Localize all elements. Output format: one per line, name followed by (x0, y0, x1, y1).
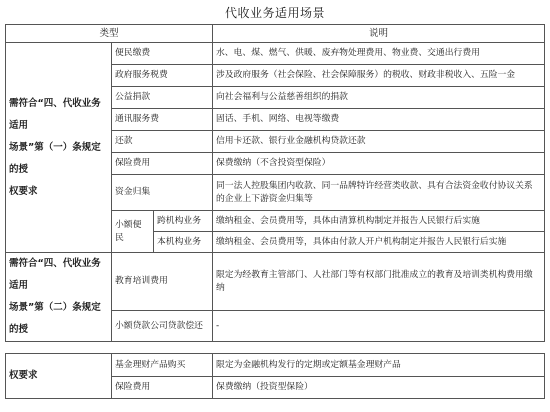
requirement-line: 权要求 (9, 185, 38, 197)
desc-cell: 缴纳租金、会员费用等，具体由清算机构制定并报告人民银行后实施 (213, 211, 545, 232)
subtype-cell: 本机构业务 (154, 232, 213, 253)
header-desc: 说明 (213, 25, 545, 43)
header-type: 类型 (6, 25, 213, 43)
type-cell: 政府服务税费 (112, 65, 213, 87)
desc-cell: 限定为经教育主管部门、人社部门等有权部门批准成立的教育及培训类机构费用缴纳 (213, 253, 545, 311)
type-cell: 保险费用 (112, 377, 213, 399)
requirement-cell-1 (6, 43, 112, 253)
desc-cell: 向社会福利与公益慈善组织的捐款 (213, 87, 545, 109)
table-row (6, 43, 545, 65)
requirement-cell-2 (6, 253, 112, 342)
desc-cell: 保费缴纳（不含投资型保险） (213, 153, 545, 175)
requirement-line: 场景”第（一）条规定的授 (9, 141, 101, 175)
desc-cell: - (213, 311, 545, 342)
desc-cell: 限定为金融机构发行的定期或定额基金理财产品 (213, 354, 545, 377)
scenario-table-continued (5, 353, 545, 399)
desc-cell: 涉及政府服务（社会保险、社会保障服务）的税收、财政非税收入、五险一金 (213, 65, 545, 87)
desc-cell: 信用卡还款、银行业金融机构贷款还款 (213, 131, 545, 153)
requirement-line: 需符合“四、代收业务适用 (9, 97, 101, 131)
table-row (6, 354, 545, 377)
subtype-cell: 跨机构业务 (154, 211, 213, 232)
requirement-line: 需符合“四、代收业务适用 (9, 258, 101, 291)
desc-cell: 保费缴纳（投资型保险） (213, 377, 545, 399)
table-header-row (6, 25, 545, 43)
type-cell: 便民缴费 (112, 43, 213, 65)
requirement-line: 场景”第（二）条规定的授 (9, 302, 101, 335)
type-cell: 基金理财产品购买 (112, 354, 213, 377)
type-cell: 小额便民 (112, 211, 154, 253)
type-cell: 公益捐款 (112, 87, 213, 109)
requirement-cell-3: 权要求 (6, 354, 112, 399)
desc-cell: 水、电、煤、燃气、供暖、废弃物处理费用、物业费、交通出行费用 (213, 43, 545, 65)
type-cell: 还款 (112, 131, 213, 153)
type-cell: 资金归集 (112, 175, 213, 211)
desc-cell: 固话、手机、网络、电视等缴费 (213, 109, 545, 131)
type-cell: 教育培训费用 (112, 253, 213, 311)
scenario-table (5, 24, 545, 342)
type-cell: 小额贷款公司贷款偿还 (112, 311, 213, 342)
page-title: 代收业务适用场景 (224, 6, 325, 20)
desc-cell: 缴纳租金、会员费用等，具体由付款人开户机构制定并报告人民银行后实施 (213, 232, 545, 253)
desc-cell: 同一法人控股集团内收款、同一品牌特许经营类收款、具有合法资金收付协议关系的企业上下游资金归集等 (213, 175, 545, 211)
type-cell: 通讯服务费 (112, 109, 213, 131)
type-cell: 保险费用 (112, 153, 213, 175)
table-row (6, 253, 545, 311)
